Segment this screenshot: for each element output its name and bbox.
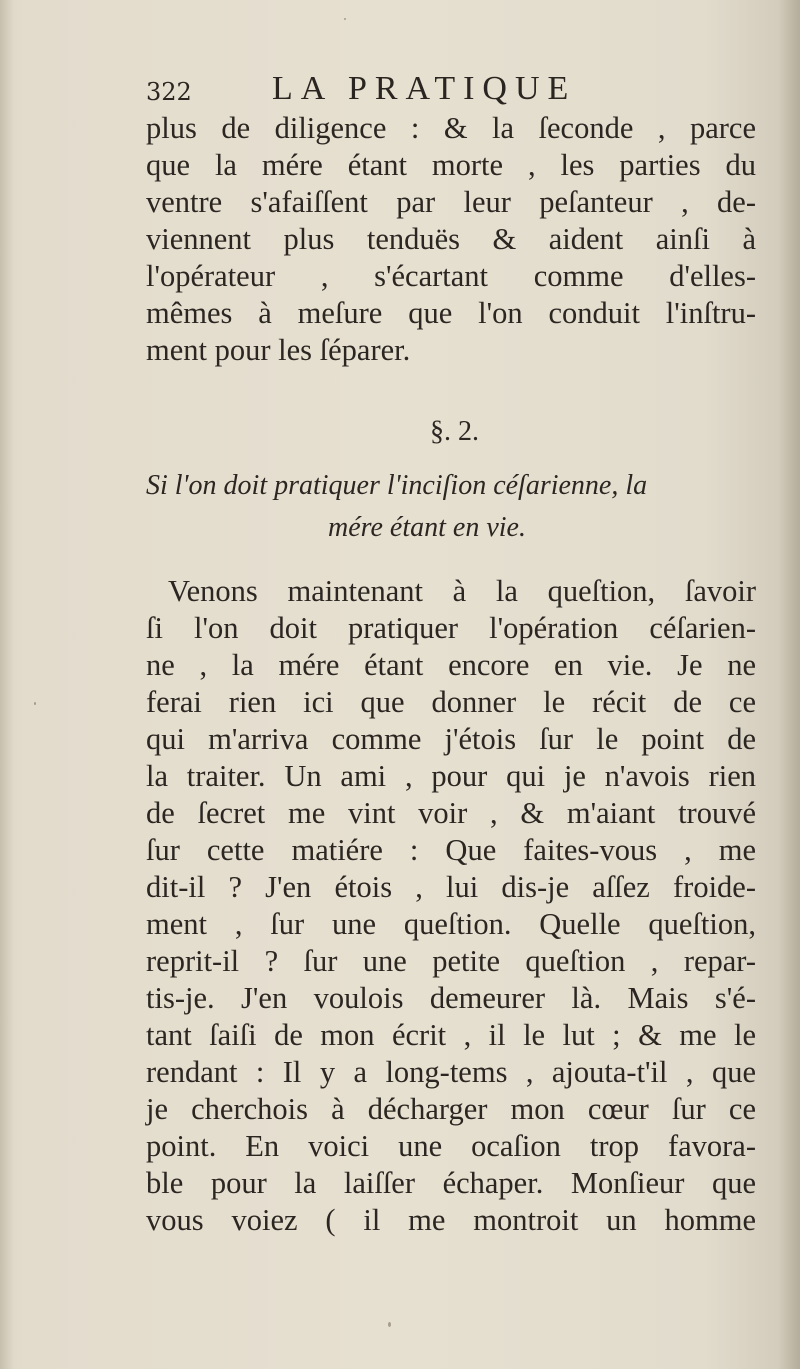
text-line: rendant : Il y a long-tems , ajouta-t'il , que	[146, 1055, 756, 1089]
text-line: qui m'arriva comme j'étois ſur le point de	[146, 722, 756, 756]
section-heading-line-1: Si l'on doit pratiquer l'inciſion céſarienne, la	[146, 470, 648, 501]
text-line: tis-je. J'en voulois demeurer là. Mais s'é-	[146, 981, 756, 1015]
text-line: Venons maintenant à la queſtion, ſavoir	[168, 574, 756, 608]
text-line: vous voiez ( il me montroit un homme	[146, 1203, 756, 1237]
text-line: la traiter. Un ami , pour qui je n'avois rien	[146, 759, 756, 793]
text-line: ſi l'on doit pratiquer l'opération céſarien-	[146, 611, 756, 645]
text-line: reprit-il ? ſur une petite queſtion , repar-	[146, 944, 756, 978]
text-line: ment , ſur une queſtion. Quelle queſtion,	[146, 907, 756, 941]
paper-speck	[34, 702, 36, 705]
text-line: plus de diligence : & la ſeconde , parce	[146, 111, 756, 145]
text-line: ventre s'afaiſſent par leur peſanteur , de-	[146, 185, 756, 219]
text-line: ſur cette matiére : Que faites-vous , me	[146, 833, 756, 867]
text-line: ne , la mére étant encore en vie. Je ne	[146, 648, 756, 682]
text-line: viennent plus tenduës & aident ainſi à	[146, 222, 756, 256]
page-number: 322	[146, 78, 192, 106]
text-line: que la mére étant morte , les parties du	[146, 148, 756, 182]
text-line: point. En voici une ocaſion trop favora-	[146, 1129, 756, 1163]
text-line: tant ſaiſi de mon écrit , il le lut ; & me le	[146, 1018, 756, 1052]
text-line: ferai rien ici que donner le récit de ce	[146, 685, 756, 719]
page-header	[146, 70, 766, 114]
text-line: je cherchois à décharger mon cœur ſur ce	[146, 1092, 756, 1126]
section-heading-line-2: mére étant en vie.	[328, 512, 526, 543]
text-line: dit-il ? J'en étois , lui dis-je aſſez froide-	[146, 870, 756, 904]
text-line: de ſecret me vint voir , & m'aiant trouvé	[146, 796, 756, 830]
text-line: ble pour la laiſſer échaper. Monſieur que	[146, 1166, 756, 1200]
text-line: ment pour les ſéparer.	[146, 333, 411, 367]
section-number: §. 2.	[430, 416, 479, 447]
paper-speck	[388, 1322, 391, 1327]
text-line: mêmes à meſure que l'on conduit l'inſtru-	[146, 296, 756, 330]
text-line: l'opérateur , s'écartant comme d'elles-	[146, 259, 756, 293]
paper-speck	[344, 18, 346, 20]
running-head: LA PRATIQUE	[272, 70, 577, 107]
